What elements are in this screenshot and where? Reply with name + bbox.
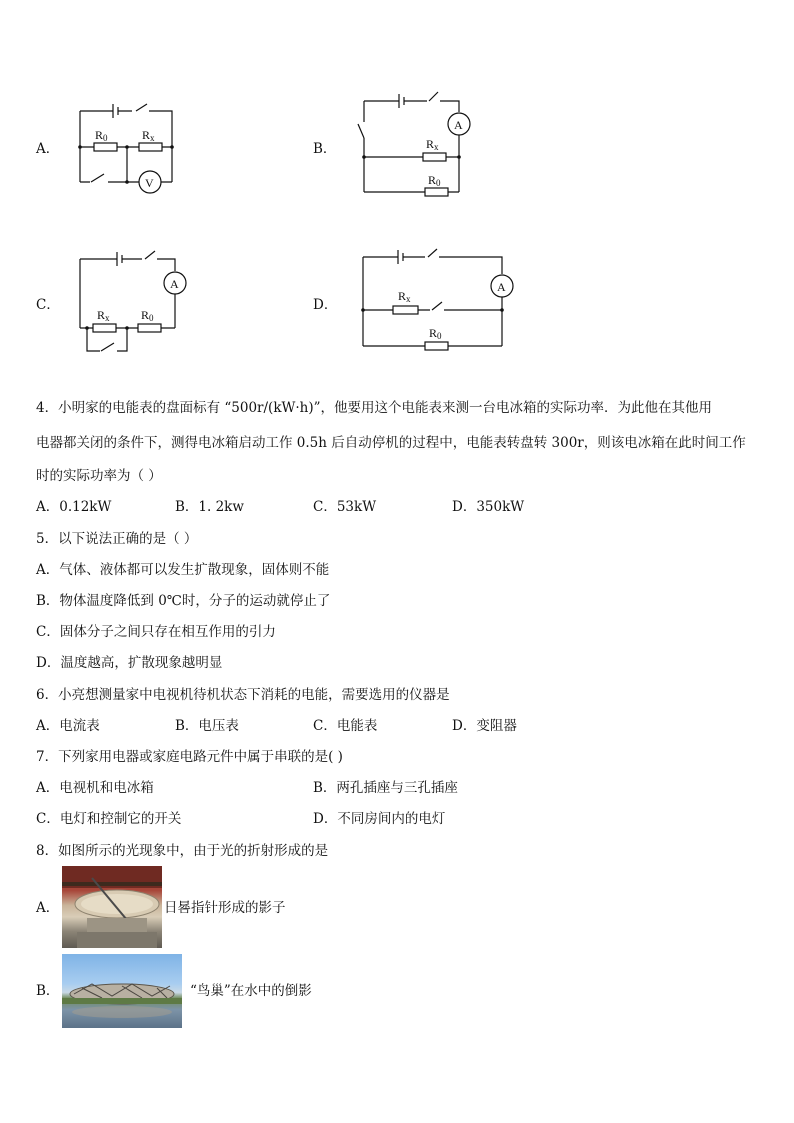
q7-option-a[interactable]: A．电视机和电冰箱 bbox=[36, 780, 154, 796]
q5-option-b[interactable]: B．物体温度降低到 0℃时，分子的运动就停止了 bbox=[36, 593, 331, 609]
q3b-r0-label: R0 bbox=[428, 173, 441, 188]
q3d-meter-label: A bbox=[497, 280, 506, 294]
q6-option-d[interactable]: D．变阻器 bbox=[452, 718, 517, 734]
q4-option-a[interactable]: A．0.12kW bbox=[36, 499, 112, 515]
q8-stem: 8．如图所示的光现象中，由于光的折射形成的是 bbox=[36, 843, 329, 859]
q3-option-d-label[interactable]: D． bbox=[313, 297, 338, 313]
q3a-meter-label: V bbox=[145, 176, 154, 190]
q3a-r0-label: R0 bbox=[95, 128, 108, 143]
q8-option-a-label[interactable]: A． bbox=[36, 900, 60, 916]
q4-stem-line1: 4．小明家的电能表的盘面标有 “500r/(kW·h)”，他要用这个电能表来测一台电冰箱的实际功率．为此他在其他用 bbox=[36, 400, 713, 416]
q3-option-a-label[interactable]: A． bbox=[36, 141, 60, 157]
q8-option-b-text: “鸟巢”在水中的倒影 bbox=[190, 983, 312, 999]
q5-option-c[interactable]: C．固体分子之间只存在相互作用的引力 bbox=[36, 624, 276, 640]
q8-option-a-text: 日晷指针形成的影子 bbox=[164, 900, 286, 916]
q6-option-a[interactable]: A．电流表 bbox=[36, 718, 100, 734]
birds-nest-photo bbox=[62, 954, 182, 1028]
q3a-rx-label: Rx bbox=[142, 128, 155, 143]
q3b-rx-label: Rx bbox=[426, 137, 439, 152]
q5-stem: 5．以下说法正确的是（ ） bbox=[36, 531, 198, 547]
birds-nest-illustration bbox=[62, 954, 182, 1028]
q7-option-c[interactable]: C．电灯和控制它的开关 bbox=[36, 811, 182, 827]
q6-option-b[interactable]: B．电压表 bbox=[175, 718, 239, 734]
q6-stem: 6．小亮想测量家中电视机待机状态下消耗的电能，需要选用的仪器是 bbox=[36, 687, 450, 703]
q4-stem-line2: 电器都关闭的条件下，测得电冰箱启动工作 0.5h 后自动停机的过程中，电能表转盘转 300r，则该电冰箱在此时间工作 bbox=[36, 435, 746, 451]
q4-stem-line3: 时的实际功率为（ ） bbox=[36, 468, 162, 484]
q7-option-d[interactable]: D．不同房间内的电灯 bbox=[313, 811, 446, 827]
q4-option-b[interactable]: B．1. 2kw bbox=[175, 499, 244, 515]
q8-option-b-label[interactable]: B． bbox=[36, 983, 60, 999]
q6-option-c[interactable]: C．电能表 bbox=[313, 718, 378, 734]
q3d-rx-label: Rx bbox=[398, 289, 411, 304]
q3c-rx-label: Rx bbox=[97, 308, 110, 323]
q3c-meter-label: A bbox=[170, 277, 179, 291]
sundial-illustration bbox=[62, 866, 162, 948]
q3c-r0-label: R0 bbox=[141, 308, 154, 323]
q7-stem: 7．下列家用电器或家庭电路元件中属于串联的是( ) bbox=[36, 749, 343, 765]
q3d-r0-label: R0 bbox=[429, 326, 442, 341]
q4-option-c[interactable]: C．53kW bbox=[313, 499, 377, 515]
q3-option-b-label[interactable]: B． bbox=[313, 141, 337, 157]
sundial-photo bbox=[62, 866, 162, 948]
q4-option-d[interactable]: D．350kW bbox=[452, 499, 525, 515]
q5-option-d[interactable]: D．温度越高，扩散现象越明显 bbox=[36, 655, 223, 671]
q3-option-c-label[interactable]: C． bbox=[36, 297, 60, 313]
q7-option-b[interactable]: B．两孔插座与三孔插座 bbox=[313, 780, 458, 796]
q3b-meter-label: A bbox=[454, 118, 463, 132]
q5-option-a[interactable]: A．气体、液体都可以发生扩散现象，固体则不能 bbox=[36, 562, 330, 578]
